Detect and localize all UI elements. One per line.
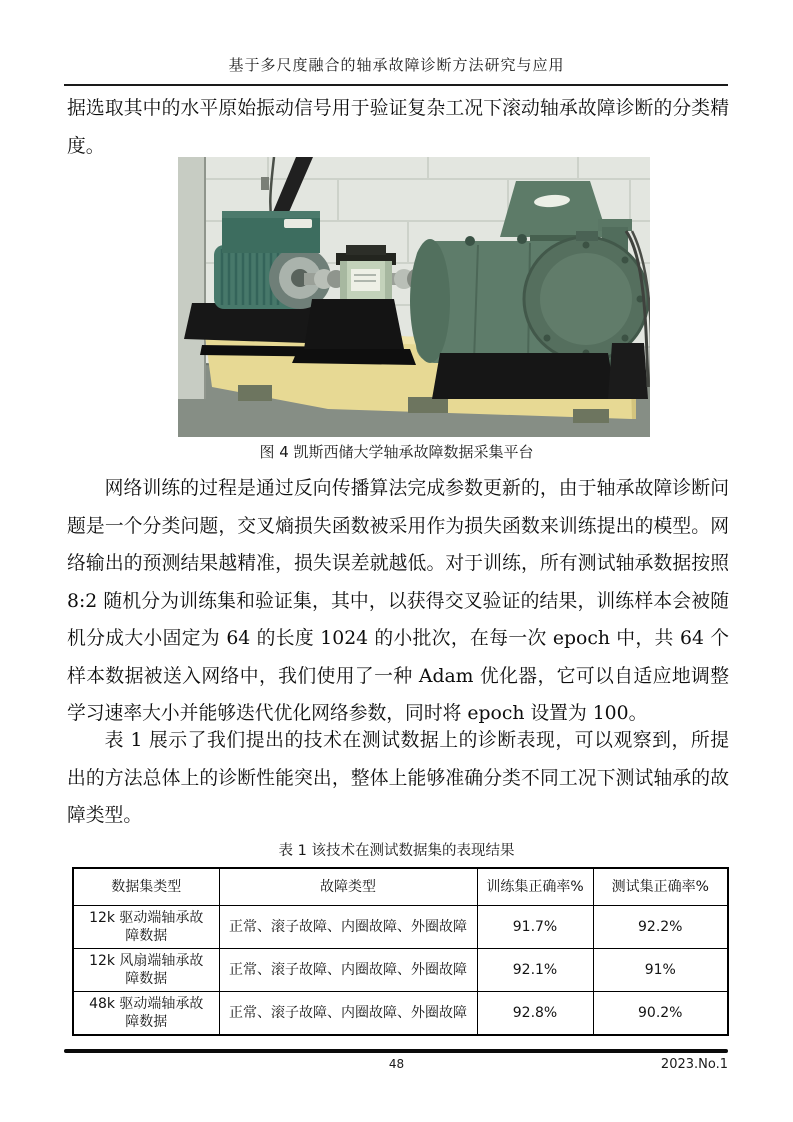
drive-motor (214, 211, 331, 309)
page-number: 48 (388, 1057, 405, 1071)
header-cell-train-accuracy: 训练集正确率% (477, 868, 593, 906)
cell-fault-type: 正常、滚子故障、内圈故障、外圈故障 (219, 992, 477, 1036)
cell-test-accuracy: 91% (593, 949, 728, 992)
cell-dataset-type: 12k 驱动端轴承故障数据 (73, 906, 219, 949)
header-cell-fault-type: 故障类型 (219, 868, 477, 906)
figure-image (178, 157, 650, 437)
header-cell-dataset-type: 数据集类型 (73, 868, 219, 906)
body-paragraph: 网络训练的过程是通过反向传播算法完成参数更新的，由于轴承故障诊断问题是一个分类问题，交叉熵损失函数被采用作为损失函数来训练提出的模型。网络输出的预测结果越精准，损失误差就越低。对于训练，所有测试轴承数据按照 8:2 随机分为训练集和验证集，其中，以获得交叉验证的结果，训练样本会被随机分成大小固定为 64 的长度 1024 的小批次，在每一次 epoch 中，共 64 个样本数据被送入网络中，我们使用了一种 Adam 优化器，它可以自适应地调整学习速率大小并能够迭代优化网络参数，同时将 epoch 设置为 100。 (67, 478, 729, 724)
page-header-title: 基于多尺度融合的轴承故障诊断方法研究与应用 (228, 56, 565, 74)
cell-train-accuracy: 92.8% (477, 992, 593, 1036)
figure-caption: 图 4 凯斯西储大学轴承故障数据采集平台 (259, 443, 534, 461)
cell-test-accuracy: 92.2% (593, 906, 728, 949)
cell-train-accuracy: 92.1% (477, 949, 593, 992)
footer-rule (64, 1049, 728, 1053)
body-paragraph: 表 1 展示了我们提出的技术在测试数据上的诊断表现，可以观察到，所提出的方法总体上的诊断性能突出，整体上能够准确分类不同工况下测试轴承的故障类型。 (67, 730, 729, 826)
header-rule (64, 84, 728, 86)
cell-test-accuracy: 90.2% (593, 992, 728, 1036)
cell-dataset-type: 48k 驱动端轴承故障数据 (73, 992, 219, 1036)
table-caption: 表 1 该技术在测试数据集的表现结果 (278, 843, 515, 859)
table-row (73, 949, 728, 992)
header-cell-test-accuracy: 测试集正确率% (593, 868, 728, 906)
table-row (73, 906, 728, 949)
results-table (72, 867, 729, 1036)
journal-issue: 2023.No.1 (660, 1057, 728, 1072)
table-header-row (73, 868, 728, 906)
cabinet-panel (178, 157, 205, 399)
cell-fault-type: 正常、滚子故障、内圈故障、外圈故障 (219, 906, 477, 949)
cell-fault-type: 正常、滚子故障、内圈故障、外圈故障 (219, 949, 477, 992)
intro-paragraph: 据选取其中的水平原始振动信号用于验证复杂工况下滚动轴承故障诊断的分类精度。 (67, 98, 729, 157)
table-row (73, 992, 728, 1036)
test-rig-photo (178, 157, 650, 437)
cell-train-accuracy: 91.7% (477, 906, 593, 949)
cell-dataset-type: 12k 风扇端轴承故障数据 (73, 949, 219, 992)
